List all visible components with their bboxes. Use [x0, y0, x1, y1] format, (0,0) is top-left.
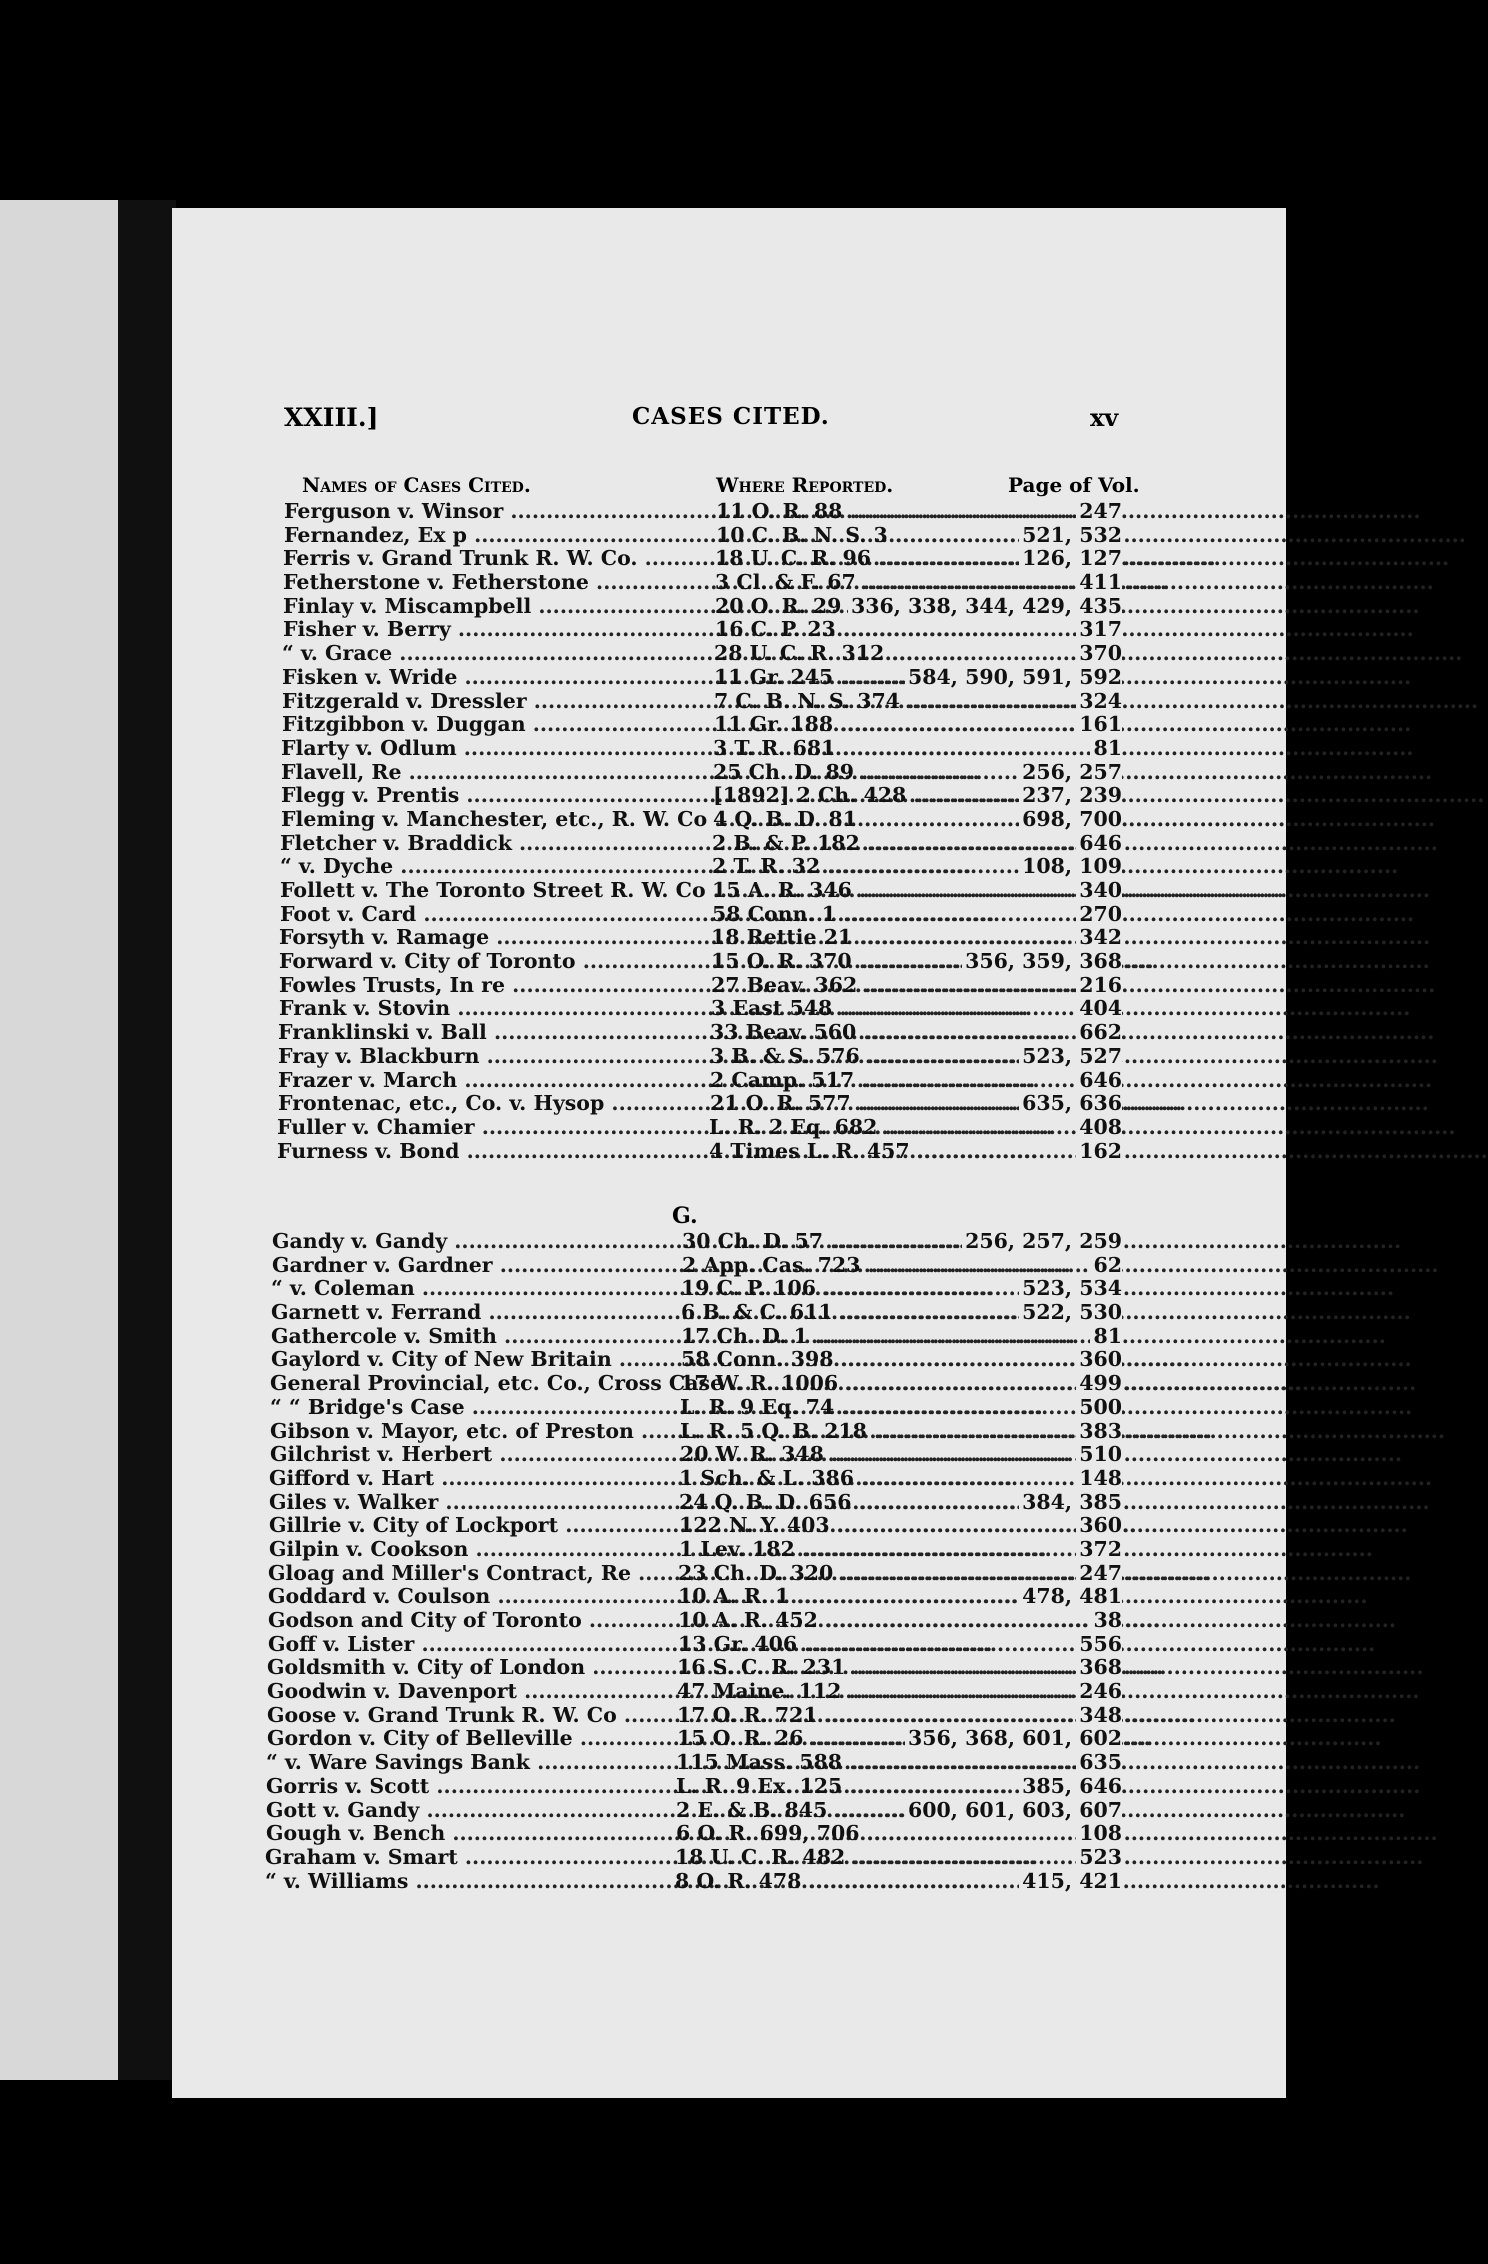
case-citation: 4 Q. B. D. 81 ..... — [713, 808, 1079, 832]
case-name: Goose v. Grand Trunk R. W. Co ..... — [267, 1704, 669, 1728]
case-citation: 10 A. R. 452 ..... — [678, 1609, 1078, 1633]
case-citation: 15 O. R. 370 ..... — [711, 950, 1077, 974]
case-row — [172, 784, 1286, 808]
case-row — [172, 500, 1286, 524]
page-title: CASES CITED. — [632, 403, 830, 430]
case-name: Frank v. Stovin ..... — [279, 997, 703, 1021]
case-page: 360 — [1076, 1348, 1122, 1372]
case-name: Fuller v. Chamier ..... — [277, 1116, 701, 1140]
case-row — [172, 1727, 1286, 1751]
case-name: Goddard v. Coulson ..... — [268, 1585, 670, 1609]
case-name: Fletcher v. Braddick ..... — [280, 832, 704, 856]
case-citation: 10 A. R. 1 ..... — [678, 1585, 1078, 1609]
case-citation: 16 S. C. R. 231 ..... — [677, 1656, 1077, 1680]
case-row — [172, 1633, 1286, 1657]
case-row — [172, 832, 1286, 856]
case-row — [172, 1704, 1286, 1728]
case-page: 247 — [1076, 500, 1122, 524]
case-page: 126, 127 — [1019, 547, 1122, 571]
case-name: Fetherstone v. Fetherstone ..... — [283, 571, 707, 595]
case-page: 556 — [1076, 1633, 1122, 1657]
case-row — [172, 547, 1286, 571]
case-citation: 3 T. R. 681 ..... — [713, 737, 1079, 761]
case-row — [172, 1585, 1286, 1609]
case-name: Fowles Trusts, In re ..... — [279, 974, 703, 998]
column-heading-page: Page of Vol. — [1008, 473, 1140, 497]
case-page: 411 — [1076, 571, 1122, 595]
case-name: Fisher v. Berry ..... — [283, 618, 707, 642]
case-page: 62 — [1090, 1254, 1122, 1278]
case-page: 510 — [1076, 1443, 1122, 1467]
case-page: 698, 700 — [1019, 808, 1122, 832]
case-row — [172, 1420, 1286, 1444]
case-citation: 7 C. B. N. S. 374 ..... — [714, 690, 1080, 714]
case-row — [172, 666, 1286, 690]
case-name: Graham v. Smart ..... — [265, 1846, 667, 1870]
case-citation: 19 C. P. 106 ..... — [681, 1277, 1081, 1301]
case-page: 108 — [1076, 1822, 1122, 1846]
case-row — [172, 950, 1286, 974]
case-page: 662 — [1076, 1021, 1122, 1045]
book-page — [172, 208, 1286, 2098]
case-citation: 30 Ch. D. 57 ..... — [682, 1230, 1082, 1254]
case-row — [172, 571, 1286, 595]
case-name: Frontenac, etc., Co. v. Hysop ..... — [278, 1092, 702, 1116]
case-row — [172, 1348, 1286, 1372]
case-name: Follett v. The Toronto Street R. W. Co ..... — [280, 879, 704, 903]
case-page: 500 — [1076, 1396, 1122, 1420]
case-row — [172, 1846, 1286, 1870]
case-citation: 10 C. B. N. S. 3 ..... — [716, 524, 1082, 548]
case-page: 256, 257 — [1019, 761, 1122, 785]
case-page: 81 — [1090, 1325, 1122, 1349]
case-name: Flegg v. Prentis ..... — [281, 784, 705, 808]
column-heading-names: Names of Cases Cited. — [302, 473, 531, 497]
case-citation: 6 O. R. 699, 706 ..... — [676, 1822, 1076, 1846]
case-row — [172, 808, 1286, 832]
case-citation: 15 A. R. 346 ..... — [712, 879, 1078, 903]
case-row — [172, 1775, 1286, 1799]
case-row — [172, 1609, 1286, 1633]
case-page: 356, 359, 368 — [962, 950, 1122, 974]
case-citation: 11 Gr. 188 ..... — [714, 713, 1080, 737]
case-page: 635 — [1076, 1751, 1122, 1775]
case-row — [172, 761, 1286, 785]
case-name: “ v. Coleman ..... — [271, 1277, 673, 1301]
case-row — [172, 524, 1286, 548]
case-row — [172, 974, 1286, 998]
case-name: Gaylord v. City of New Britain ..... — [271, 1348, 673, 1372]
case-page: 246 — [1076, 1680, 1122, 1704]
case-page: 600, 601, 603, 607 — [905, 1799, 1122, 1823]
case-page: 324 — [1076, 690, 1122, 714]
case-page: 216 — [1076, 974, 1122, 998]
case-name: Flarty v. Odlum ..... — [281, 737, 705, 761]
case-citation: 58 Conn. 1 ..... — [712, 903, 1078, 927]
case-row — [172, 1092, 1286, 1116]
case-row — [172, 737, 1286, 761]
case-name: Gandy v. Gandy ..... — [272, 1230, 674, 1254]
case-row — [172, 1562, 1286, 1586]
case-page: 478, 481 — [1019, 1585, 1122, 1609]
case-citation: 2 B. & P. 182 ..... — [712, 832, 1078, 856]
case-citation: 115 Mass. 588 ..... — [676, 1751, 1076, 1775]
case-page: 360 — [1076, 1514, 1122, 1538]
case-row — [172, 1822, 1286, 1846]
case-page: 336, 338, 344, 429, 435 — [848, 595, 1122, 619]
case-citation: 33 Beav. 560 ..... — [710, 1021, 1076, 1045]
case-citation: 11 O. R. 88 ..... — [716, 500, 1082, 524]
case-citation: 1 Sch. & L. 386 ..... — [679, 1467, 1079, 1491]
case-page: 523 — [1076, 1846, 1122, 1870]
case-citation: 18 U. C. R. 482 ..... — [675, 1846, 1075, 1870]
case-citation: 20 W. R. 348 ..... — [680, 1443, 1080, 1467]
case-page: 247 — [1076, 1562, 1122, 1586]
case-row — [172, 855, 1286, 879]
case-page: 383 — [1076, 1420, 1122, 1444]
case-row — [172, 1799, 1286, 1823]
case-page: 408 — [1076, 1116, 1122, 1140]
case-citation: L. R. 9 Ex. 125 ..... — [676, 1775, 1076, 1799]
case-citation: L. R. 2 Eq. 682 ..... — [709, 1116, 1075, 1140]
case-page: 161 — [1076, 713, 1122, 737]
case-page: 372 — [1076, 1538, 1122, 1562]
case-row — [172, 690, 1286, 714]
case-name: Giles v. Walker ..... — [269, 1491, 671, 1515]
case-row — [172, 618, 1286, 642]
case-page: 237, 239 — [1019, 784, 1122, 808]
case-page: 370 — [1076, 642, 1122, 666]
case-page: 522, 530 — [1019, 1301, 1122, 1325]
case-row — [172, 1680, 1286, 1704]
case-row — [172, 926, 1286, 950]
case-page: 348 — [1076, 1704, 1122, 1728]
case-name: “ v. Dyche ..... — [280, 855, 704, 879]
case-name: Gough v. Bench ..... — [266, 1822, 668, 1846]
case-citation: 21 O. R. 577 ..... — [710, 1092, 1076, 1116]
case-page: 368 — [1076, 1656, 1122, 1680]
case-citation: 1 Lev. 182 ..... — [679, 1538, 1079, 1562]
case-row — [172, 595, 1286, 619]
case-name: Gardner v. Gardner ..... — [272, 1254, 674, 1278]
case-name: Forward v. City of Toronto ..... — [279, 950, 703, 974]
case-row — [172, 1491, 1286, 1515]
case-name: Fray v. Blackburn ..... — [278, 1045, 702, 1069]
case-row — [172, 713, 1286, 737]
case-row — [172, 1021, 1286, 1045]
case-citation: 3 East 548 ..... — [711, 997, 1077, 1021]
case-citation: L. R. 5 Q. B. 218 ..... — [680, 1420, 1080, 1444]
case-page: 270 — [1076, 903, 1122, 927]
case-citation: 4 Times L. R. 457 ..... — [709, 1140, 1075, 1164]
case-citation: 27 Beav. 362 ..... — [711, 974, 1077, 998]
case-row — [172, 642, 1286, 666]
case-row — [172, 1116, 1286, 1140]
case-page: 38 — [1090, 1609, 1122, 1633]
case-name: Gloag and Miller's Contract, Re ..... — [268, 1562, 670, 1586]
case-citation: 2 E. & B. 845 ..... — [676, 1799, 1076, 1823]
case-page: 384, 385 — [1019, 1491, 1122, 1515]
case-name: Foot v. Card ..... — [280, 903, 704, 927]
case-citation: 3 Cl. & F. 67 ..... — [715, 571, 1081, 595]
case-name: Frazer v. March ..... — [278, 1069, 702, 1093]
case-name: Gillrie v. City of Lockport ..... — [269, 1514, 671, 1538]
case-citation: [1892] 2 Ch. 428 ..... — [713, 784, 1079, 808]
case-name: Ferris v. Grand Trunk R. W. Co. ..... — [283, 547, 707, 571]
case-citation: 16 C. P. 23 ..... — [715, 618, 1081, 642]
case-citation: 24 Q. B. D. 656 ..... — [679, 1491, 1079, 1515]
case-page: 635, 636 — [1019, 1092, 1122, 1116]
case-page: 256, 257, 259 — [962, 1230, 1122, 1254]
case-citation: 17 W. R. 1006 ..... — [680, 1372, 1080, 1396]
case-row — [172, 1751, 1286, 1775]
case-citation: 6 B. & C. 611 ..... — [681, 1301, 1081, 1325]
case-citation: 2 App. Cas. 723 ..... — [682, 1254, 1082, 1278]
case-row — [172, 1325, 1286, 1349]
case-citation: 3 B. & S. 576 ..... — [710, 1045, 1076, 1069]
case-row — [172, 1443, 1286, 1467]
case-page: 499 — [1076, 1372, 1122, 1396]
case-row — [172, 903, 1286, 927]
case-list-g — [172, 1230, 1286, 1893]
case-page: 81 — [1090, 737, 1122, 761]
case-page: 317 — [1076, 618, 1122, 642]
case-citation: 2 T. R. 32 ..... — [712, 855, 1078, 879]
case-page: 523, 527 — [1019, 1045, 1122, 1069]
case-citation: 17 Ch. D. 1 ..... — [681, 1325, 1081, 1349]
case-name: Fernandez, Ex p ..... — [284, 524, 708, 548]
case-list-f — [172, 500, 1286, 1163]
case-row — [172, 1467, 1286, 1491]
case-row — [172, 1277, 1286, 1301]
case-name: “ v. Grace ..... — [282, 642, 706, 666]
case-name: Gilchrist v. Herbert ..... — [270, 1443, 672, 1467]
case-citation: 11 Gr. 245 ..... — [714, 666, 1080, 690]
case-name: Goff v. Lister ..... — [268, 1633, 670, 1657]
case-citation: 2 Camp. 517 ..... — [710, 1069, 1076, 1093]
case-page: 521, 532 — [1019, 524, 1122, 548]
case-page: 646 — [1076, 832, 1122, 856]
case-citation: 25 Ch. D. 89 ..... — [713, 761, 1079, 785]
case-name: “ v. Ware Savings Bank ..... — [266, 1751, 668, 1775]
case-page: 523, 534 — [1019, 1277, 1122, 1301]
case-citation: 28 U. C. R. 312 ..... — [714, 642, 1080, 666]
case-page: 415, 421 — [1019, 1870, 1122, 1894]
case-name: Fleming v. Manchester, etc., R. W. Co ..... — [281, 808, 705, 832]
case-row — [172, 1045, 1286, 1069]
case-citation: L. R. 9 Eq. 74 ..... — [680, 1396, 1080, 1420]
case-page: 162 — [1076, 1140, 1122, 1164]
case-row — [172, 1069, 1286, 1093]
case-citation: 8 O. R. 478 ..... — [675, 1870, 1075, 1894]
case-name: Gathercole v. Smith ..... — [271, 1325, 673, 1349]
case-name: Godson and City of Toronto ..... — [268, 1609, 670, 1633]
case-name: Forsyth v. Ramage ..... — [279, 926, 703, 950]
case-page: 108, 109 — [1019, 855, 1122, 879]
case-citation: 17 O. R. 721 ..... — [677, 1704, 1077, 1728]
case-name: “ “ Bridge's Case ..... — [270, 1396, 672, 1420]
case-row — [172, 1254, 1286, 1278]
case-page: 356, 368, 601, 602 — [905, 1727, 1122, 1751]
case-name: Fisken v. Wride ..... — [282, 666, 706, 690]
case-row — [172, 1656, 1286, 1680]
column-headings — [172, 473, 1286, 501]
case-name: Gifford v. Hart ..... — [269, 1467, 671, 1491]
case-page: 385, 646 — [1019, 1775, 1122, 1799]
case-page: 342 — [1076, 926, 1122, 950]
case-page: 340 — [1076, 879, 1122, 903]
case-name: “ v. Williams ..... — [265, 1870, 667, 1894]
case-name: Fitzgibbon v. Duggan ..... — [282, 713, 706, 737]
case-name: General Provincial, etc. Co., Cross Case ..... — [270, 1372, 672, 1396]
running-header — [172, 403, 1286, 443]
case-name: Goldsmith v. City of London ..... — [267, 1656, 669, 1680]
case-name: Gibson v. Mayor, etc. of Preston ..... — [270, 1420, 672, 1444]
facing-page-edge — [0, 200, 128, 2080]
case-name: Garnett v. Ferrand ..... — [271, 1301, 673, 1325]
case-row — [172, 1372, 1286, 1396]
case-name: Furness v. Bond ..... — [277, 1140, 701, 1164]
case-name: Fitzgerald v. Dressler ..... — [282, 690, 706, 714]
case-row — [172, 1538, 1286, 1562]
case-name: Gilpin v. Cookson ..... — [269, 1538, 671, 1562]
case-name: Gott v. Gandy ..... — [266, 1799, 668, 1823]
case-page: 404 — [1076, 997, 1122, 1021]
case-name: Ferguson v. Winsor ..... — [284, 500, 708, 524]
case-citation: 23 Ch. D. 320 ..... — [678, 1562, 1078, 1586]
case-row — [172, 879, 1286, 903]
case-citation: 47 Maine. 112 ..... — [677, 1680, 1077, 1704]
case-name: Finlay v. Miscampbell ..... — [283, 595, 707, 619]
case-row — [172, 1230, 1286, 1254]
case-row — [172, 1140, 1286, 1164]
page-number: xv — [1090, 403, 1119, 432]
case-page: 148 — [1076, 1467, 1122, 1491]
case-name: Goodwin v. Davenport ..... — [267, 1680, 669, 1704]
case-row — [172, 1396, 1286, 1420]
case-name: Flavell, Re ..... — [281, 761, 705, 785]
case-citation: 20 O. R. 29 ..... — [715, 595, 1081, 619]
volume-number: XXIII.] — [284, 403, 379, 432]
case-citation: 58 Conn. 398 ..... — [681, 1348, 1081, 1372]
section-letter-g: G. — [672, 1203, 698, 1229]
case-row — [172, 1301, 1286, 1325]
case-citation: 18 U. C. R. 96 ..... — [715, 547, 1081, 571]
column-heading-where: Where Reported. — [716, 473, 894, 497]
case-citation: 122 N. Y. 403 ..... — [679, 1514, 1079, 1538]
case-row — [172, 997, 1286, 1021]
case-name: Gordon v. City of Belleville ..... — [267, 1727, 669, 1751]
case-citation: 13 Gr. 406 ..... — [678, 1633, 1078, 1657]
case-citation: 18 Rettie 21 ..... — [711, 926, 1077, 950]
case-page: 584, 590, 591, 592 — [905, 666, 1122, 690]
case-name: Franklinski v. Ball ..... — [278, 1021, 702, 1045]
case-row — [172, 1514, 1286, 1538]
case-row — [172, 1870, 1286, 1894]
book-gutter — [118, 200, 176, 2080]
case-name: Gorris v. Scott ..... — [266, 1775, 668, 1799]
case-citation: 15 O. R. 26 ..... — [677, 1727, 1077, 1751]
case-page: 646 — [1076, 1069, 1122, 1093]
